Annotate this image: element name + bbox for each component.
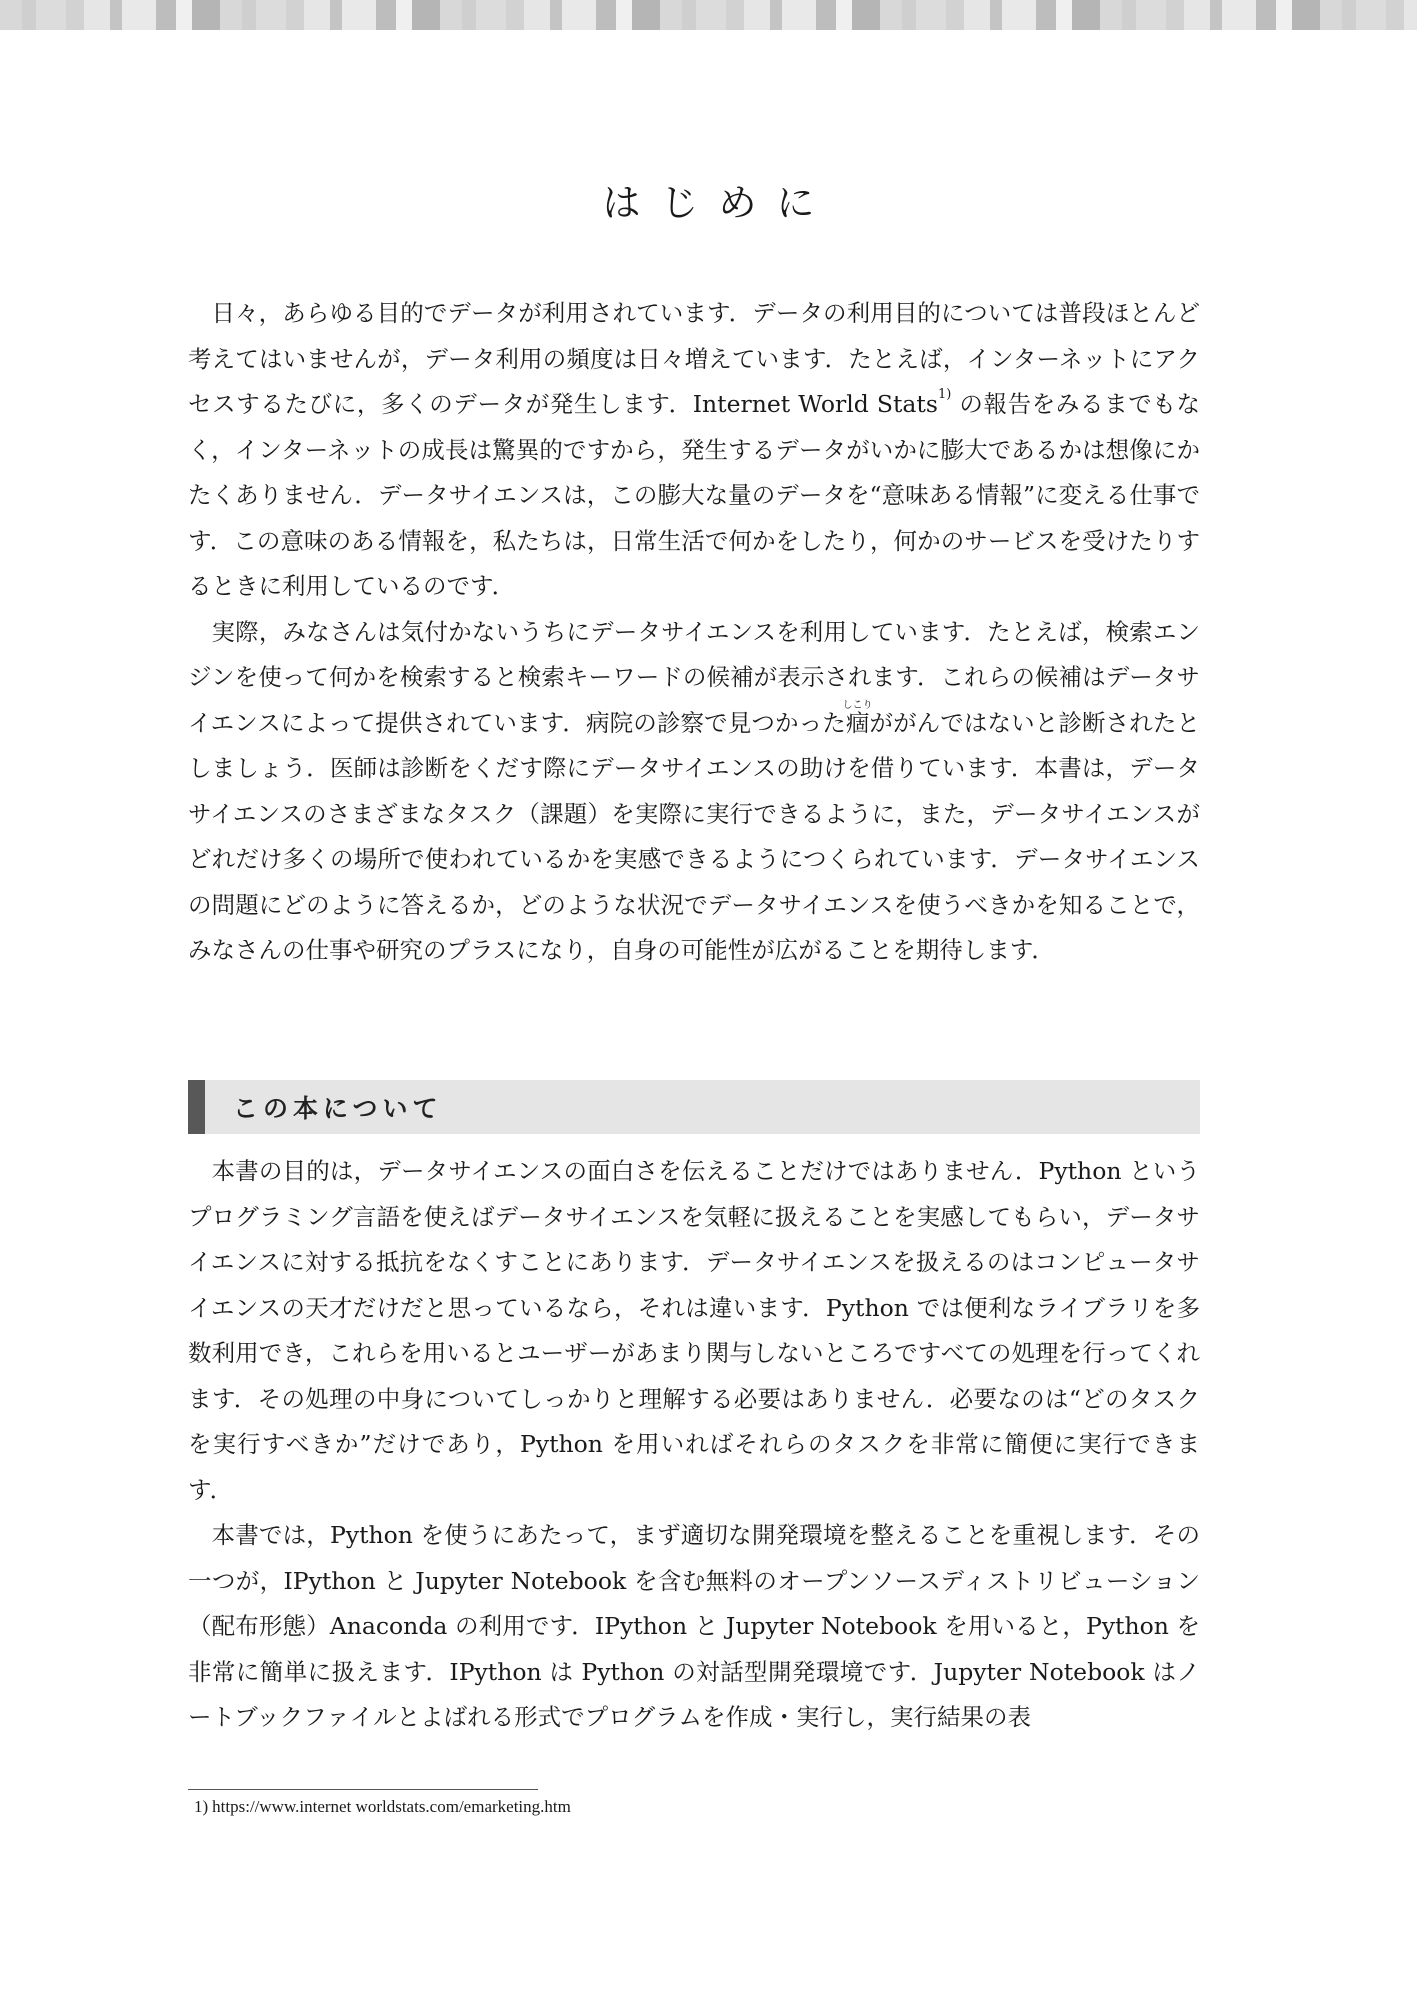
strip-block xyxy=(596,0,616,30)
strip-block xyxy=(1210,0,1222,30)
strip-block xyxy=(396,0,412,30)
strip-block xyxy=(852,0,880,30)
strip-block xyxy=(304,0,330,30)
footnote-url[interactable]: https://www.internet worldstats.com/emarketing.htm xyxy=(212,1797,571,1816)
strip-block xyxy=(682,0,696,30)
strip-block xyxy=(192,0,220,30)
about-paragraph-2: 本書では，Python を使うにあたって，まず適切な開発環境を整えることを重視します．その一つが，IPython と Jupyter Notebook を含む無料のオープンソースディストリビューション（配布形態）Anaconda の利用です．IPython と Jupyter Notebook を用いると，Python を非常に簡単に扱えます．IPython は Python の対話型開発環境です．Jupyter Notebook はノートブックファイルとよばれる形式でプログラムを作成・実行し，実行結果の表 xyxy=(188,1521,1200,1731)
strip-block xyxy=(1122,0,1136,30)
strip-block xyxy=(1320,0,1342,30)
strip-block xyxy=(330,0,342,30)
strip-block xyxy=(242,0,256,30)
strip-block xyxy=(726,0,744,30)
strip-block xyxy=(256,0,286,30)
intro-paragraph-2 xyxy=(188,610,1200,974)
strip-block xyxy=(632,0,660,30)
footnote-number: 1) xyxy=(194,1797,209,1816)
strip-block xyxy=(122,0,156,30)
ruby-base: 痼 xyxy=(842,708,873,737)
intro-paragraph-1 xyxy=(188,291,1200,610)
strip-block xyxy=(1342,0,1356,30)
strip-block xyxy=(342,0,376,30)
strip-block xyxy=(770,0,782,30)
strip-block xyxy=(782,0,816,30)
strip-block xyxy=(506,0,524,30)
strip-block xyxy=(462,0,476,30)
strip-block xyxy=(36,0,66,30)
strip-block xyxy=(1386,0,1404,30)
strip-block xyxy=(22,0,36,30)
intro-p2-text-b: ががんではないと診断されたとしましょう．医師は診断をくだす際にデータサイエンスの助けを借りています．本書は，データサイエンスのさまざまなタスク（課題）を実際に実行できるように，また，データサイエンスがどれだけ多くの場所で使われているかを実感できるようにつくられています．データサイエンスの問題にどのように答えるか，どのような状況でデータサイエンスを使うべきかを知ることで，みなさんの仕事や研究のプラスになり，自身の可能性が広がることを期待します． xyxy=(188,708,1200,964)
strip-block xyxy=(744,0,770,30)
strip-block xyxy=(660,0,682,30)
strip-block xyxy=(964,0,990,30)
strip-block xyxy=(1256,0,1276,30)
strip-block xyxy=(1100,0,1122,30)
strip-block xyxy=(412,0,440,30)
strip-block xyxy=(66,0,84,30)
ruby-annotation xyxy=(842,699,873,737)
strip-block xyxy=(562,0,596,30)
strip-block xyxy=(616,0,632,30)
strip-block xyxy=(946,0,964,30)
strip-block xyxy=(176,0,192,30)
strip-block xyxy=(816,0,836,30)
about-paragraph-1: 本書の目的は，データサイエンスの面白さを伝えることだけではありません．Python というプログラミング言語を使えばデータサイエンスを気軽に扱えることを実感してもらい，データサイエンスに対する抵抗をなくすことにあります．データサイエンスを扱えるのはコンピュータサイエンスの天才だけだと思っているなら，それは違います．Python では便利なライブラリを多数利用でき，これらを用いるとユーザーがあまり関与しないところですべての処理を行ってくれます．その処理の中身についてしっかりと理解する必要はありません．必要なのは“どのタスクを実行すべきか”だけであり，Python を用いればそれらのタスクを非常に簡便に実行できます． xyxy=(188,1157,1200,1504)
strip-block xyxy=(110,0,122,30)
strip-block xyxy=(1404,0,1417,30)
strip-block xyxy=(376,0,396,30)
strip-block xyxy=(916,0,946,30)
strip-block xyxy=(1166,0,1184,30)
page-title: はじめに xyxy=(602,181,835,225)
strip-block xyxy=(1136,0,1166,30)
strip-block xyxy=(476,0,506,30)
strip-block xyxy=(220,0,242,30)
strip-block xyxy=(836,0,852,30)
strip-block xyxy=(1184,0,1210,30)
header-pattern-strip xyxy=(0,0,1417,30)
strip-block xyxy=(1222,0,1256,30)
footnote xyxy=(188,1797,571,1817)
strip-block xyxy=(286,0,304,30)
intro-p1-text-a: 日々，あらゆる目的でデータが利用されています．データの利用目的については普段ほとんど考えてはいませんが，データ利用の頻度は日々増えています．たとえば，インターネットにアクセスするたびに，多くのデータが発生します．Internet World Stats xyxy=(188,299,1200,418)
strip-block xyxy=(1002,0,1036,30)
strip-block xyxy=(0,0,22,30)
intro-p1-text-b: の報告をみるまでもなく，インターネットの成長は驚異的ですから，発生するデータがいかに膨大であるかは想像にかたくありません．データサイエンスは，この膨大な量のデータを“意味ある情報”に変える仕事です．この意味のある情報を，私たちは，日常生活で何かをしたり，何かのサービスを受けたりするときに利用しているのです． xyxy=(188,390,1200,600)
footnote-divider xyxy=(188,1789,538,1790)
strip-block xyxy=(1276,0,1292,30)
intro-section xyxy=(188,291,1200,974)
heading-accent-bar xyxy=(188,1080,205,1134)
strip-block xyxy=(550,0,562,30)
strip-block xyxy=(1036,0,1056,30)
strip-block xyxy=(696,0,726,30)
strip-block xyxy=(1072,0,1100,30)
footnote-reference[interactable]: 1) xyxy=(937,387,952,402)
strip-block xyxy=(880,0,902,30)
strip-block xyxy=(156,0,176,30)
strip-block xyxy=(902,0,916,30)
strip-block xyxy=(84,0,110,30)
intro-p2-text-a: 実際，みなさんは気付かないうちにデータサイエンスを利用しています．たとえば，検索エンジンを使って何かを検索すると検索キーワードの候補が表示されます．これらの候補はデータサイエンスによって提供されています．病院の診察で見つかった xyxy=(188,617,1200,737)
strip-block xyxy=(1356,0,1386,30)
strip-block xyxy=(1056,0,1072,30)
section-heading xyxy=(188,1080,1200,1134)
strip-block xyxy=(1292,0,1320,30)
section-heading-text: この本について xyxy=(233,1094,443,1123)
strip-block xyxy=(440,0,462,30)
ruby-text: しこり xyxy=(842,699,873,711)
about-section xyxy=(188,1149,1200,1741)
strip-block xyxy=(524,0,550,30)
strip-block xyxy=(990,0,1002,30)
